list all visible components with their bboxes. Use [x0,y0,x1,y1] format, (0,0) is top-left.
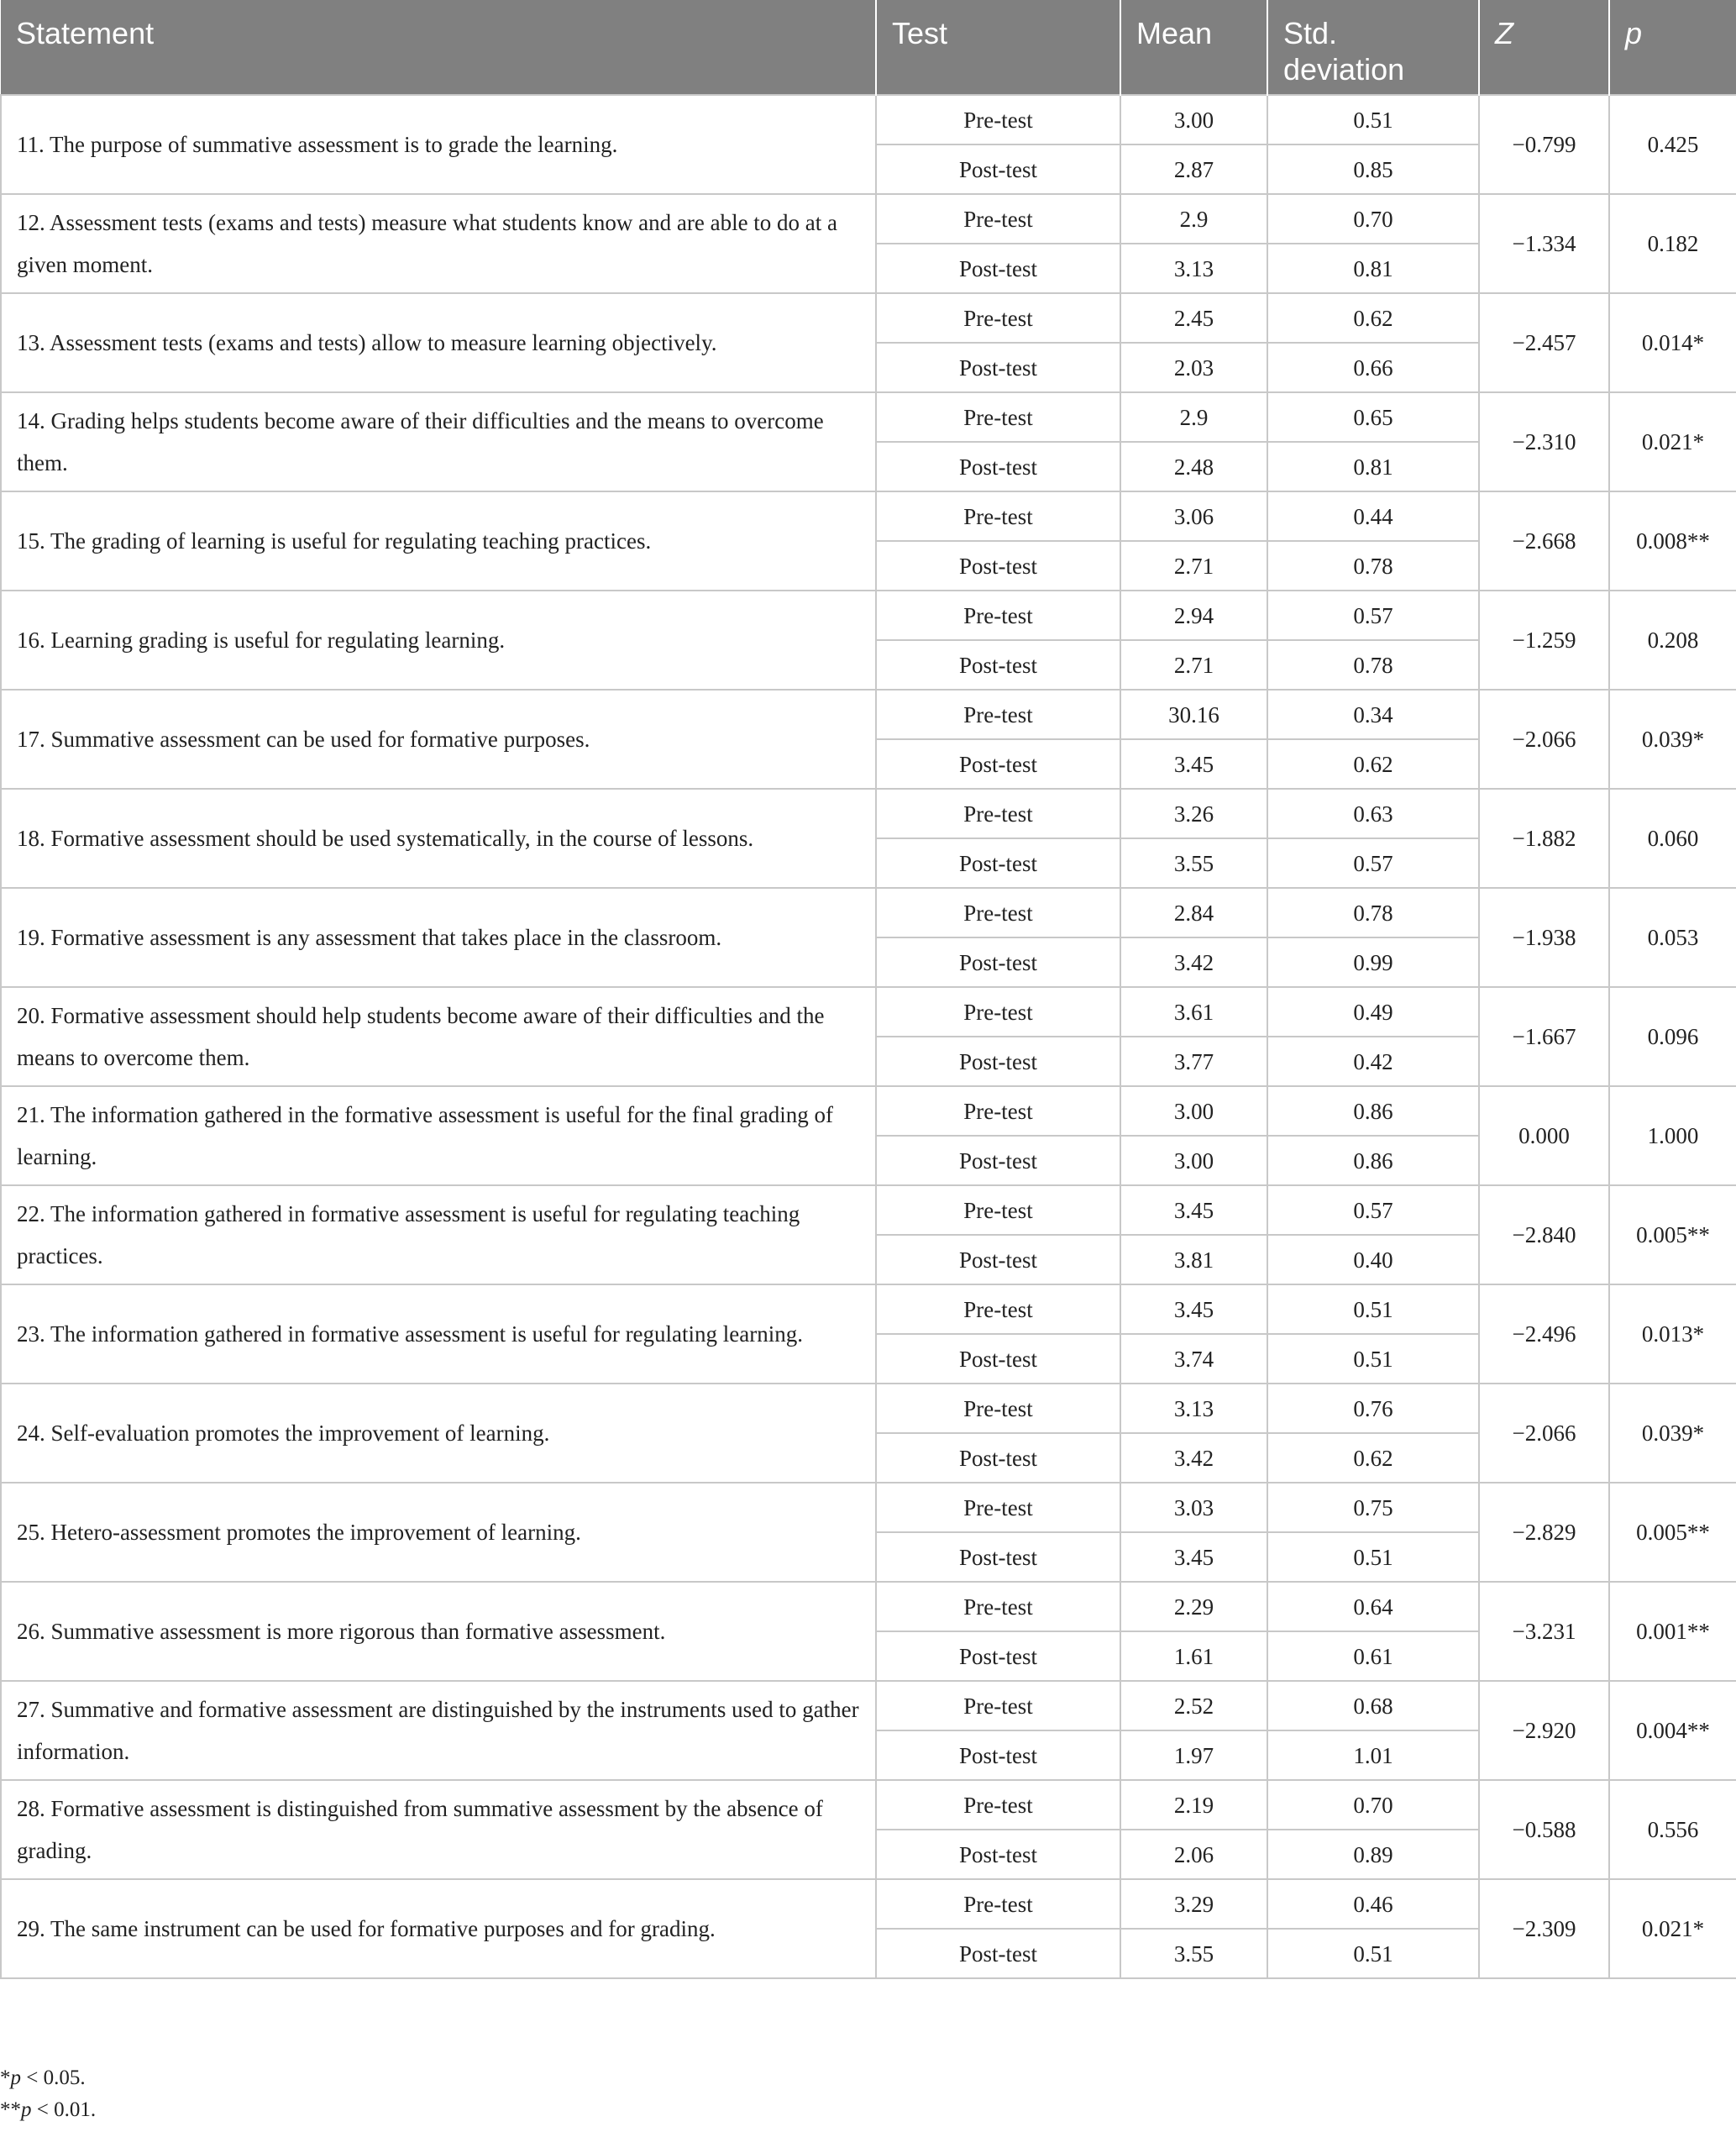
z-cell: −2.668 [1479,491,1609,591]
mean-cell: 3.42 [1120,1433,1267,1483]
header-std-deviation: Std. deviation [1267,0,1479,95]
table-header [1,0,1736,95]
test-label-cell: Pre-test [876,1384,1120,1433]
p-cell: 0.425 [1609,95,1736,194]
test-label-cell: Post-test [876,442,1120,491]
mean-cell: 3.06 [1120,491,1267,541]
test-label-cell: Post-test [876,937,1120,987]
statement-cell: 24. Self-evaluation promotes the improvement of learning. [1,1384,876,1483]
std-deviation-cell: 0.51 [1267,1532,1479,1582]
statement-cell: 19. Formative assessment is any assessment that takes place in the classroom. [1,888,876,987]
test-label-cell: Post-test [876,1532,1120,1582]
mean-cell: 2.45 [1120,293,1267,343]
statement-cell: 26. Summative assessment is more rigorous than formative assessment. [1,1582,876,1681]
table-row-pre [1,1284,1736,1334]
std-deviation-cell: 0.89 [1267,1830,1479,1879]
mean-cell: 2.29 [1120,1582,1267,1631]
std-deviation-cell: 0.57 [1267,838,1479,888]
header-row [1,0,1736,95]
test-label-cell: Post-test [876,1334,1120,1384]
statement-cell: 22. The information gathered in formative assessment is useful for regulating teaching practices. [1,1185,876,1284]
z-cell: −3.231 [1479,1582,1609,1681]
test-label-cell: Post-test [876,1631,1120,1681]
z-cell: −1.667 [1479,987,1609,1086]
std-deviation-cell: 0.51 [1267,95,1479,144]
p-cell: 0.208 [1609,591,1736,690]
std-deviation-cell: 0.42 [1267,1037,1479,1086]
std-deviation-cell: 1.01 [1267,1730,1479,1780]
statement-cell: 23. The information gathered in formative assessment is useful for regulating learning. [1,1284,876,1384]
test-label-cell: Pre-test [876,1483,1120,1532]
test-label-cell: Post-test [876,1433,1120,1483]
table-row-pre [1,690,1736,739]
mean-cell: 3.74 [1120,1334,1267,1384]
mean-cell: 3.13 [1120,1384,1267,1433]
test-label-cell: Pre-test [876,1681,1120,1730]
z-cell: −2.310 [1479,392,1609,491]
std-deviation-cell: 0.46 [1267,1879,1479,1929]
statement-cell: 11. The purpose of summative assessment is to grade the learning. [1,95,876,194]
table-row-pre [1,95,1736,144]
p-cell: 0.004** [1609,1681,1736,1780]
p-cell: 0.021* [1609,392,1736,491]
table-row-pre [1,1483,1736,1532]
std-deviation-cell: 0.70 [1267,194,1479,244]
statement-cell: 20. Formative assessment should help students become aware of their difficulties and the means to overcome them. [1,987,876,1086]
std-deviation-cell: 0.63 [1267,789,1479,838]
p-cell: 0.182 [1609,194,1736,293]
mean-cell: 3.26 [1120,789,1267,838]
std-deviation-cell: 0.81 [1267,244,1479,293]
test-label-cell: Post-test [876,1235,1120,1284]
z-cell: −0.799 [1479,95,1609,194]
table-row-pre [1,591,1736,640]
mean-cell: 3.77 [1120,1037,1267,1086]
test-label-cell: Post-test [876,244,1120,293]
std-deviation-cell: 0.34 [1267,690,1479,739]
mean-cell: 2.52 [1120,1681,1267,1730]
table-row-pre [1,888,1736,937]
z-cell: −2.066 [1479,1384,1609,1483]
z-cell: −2.066 [1479,690,1609,789]
mean-cell: 2.87 [1120,144,1267,194]
z-cell: −2.920 [1479,1681,1609,1780]
z-cell: −1.334 [1479,194,1609,293]
p-cell: 0.005** [1609,1483,1736,1582]
test-label-cell: Pre-test [876,392,1120,442]
statement-cell: 27. Summative and formative assessment are distinguished by the instruments used to gather information. [1,1681,876,1780]
mean-cell: 3.81 [1120,1235,1267,1284]
test-label-cell: Pre-test [876,1284,1120,1334]
std-deviation-cell: 0.75 [1267,1483,1479,1532]
header-z: Z [1479,0,1609,95]
statement-cell: 21. The information gathered in the formative assessment is useful for the final grading of learning. [1,1086,876,1185]
p-cell: 1.000 [1609,1086,1736,1185]
std-deviation-cell: 0.51 [1267,1284,1479,1334]
std-deviation-cell: 0.99 [1267,937,1479,987]
test-label-cell: Pre-test [876,690,1120,739]
p-cell: 0.013* [1609,1284,1736,1384]
statement-cell: 29. The same instrument can be used for formative purposes and for grading. [1,1879,876,1978]
test-label-cell: Post-test [876,838,1120,888]
p-cell: 0.096 [1609,987,1736,1086]
header-mean: Mean [1120,0,1267,95]
mean-cell: 30.16 [1120,690,1267,739]
p-cell: 0.005** [1609,1185,1736,1284]
mean-cell: 2.03 [1120,343,1267,392]
mean-cell: 3.61 [1120,987,1267,1037]
test-label-cell: Pre-test [876,987,1120,1037]
std-deviation-cell: 0.44 [1267,491,1479,541]
mean-cell: 3.00 [1120,1086,1267,1136]
mean-cell: 2.19 [1120,1780,1267,1830]
table-row-pre [1,1185,1736,1235]
table-row-pre [1,1879,1736,1929]
std-deviation-cell: 0.81 [1267,442,1479,491]
statement-cell: 17. Summative assessment can be used for formative purposes. [1,690,876,789]
table-row-pre [1,1384,1736,1433]
std-deviation-cell: 0.62 [1267,1433,1479,1483]
test-label-cell: Post-test [876,1929,1120,1978]
std-deviation-cell: 0.85 [1267,144,1479,194]
test-label-cell: Pre-test [876,293,1120,343]
z-cell: −0.588 [1479,1780,1609,1879]
std-deviation-cell: 0.64 [1267,1582,1479,1631]
p-cell: 0.021* [1609,1879,1736,1978]
mean-cell: 2.9 [1120,194,1267,244]
footnote-p-001: **p < 0.01. [0,2098,97,2121]
test-label-cell: Pre-test [876,1086,1120,1136]
test-label-cell: Post-test [876,1037,1120,1086]
statement-cell: 12. Assessment tests (exams and tests) measure what students know and are able to do at a given moment. [1,194,876,293]
std-deviation-cell: 0.76 [1267,1384,1479,1433]
z-cell: −2.457 [1479,293,1609,392]
test-label-cell: Post-test [876,1730,1120,1780]
test-label-cell: Pre-test [876,1582,1120,1631]
mean-cell: 2.71 [1120,541,1267,591]
p-cell: 0.053 [1609,888,1736,987]
table-row-pre [1,293,1736,343]
z-cell: −2.840 [1479,1185,1609,1284]
std-deviation-cell: 0.65 [1267,392,1479,442]
mean-cell: 2.71 [1120,640,1267,690]
std-deviation-cell: 0.78 [1267,640,1479,690]
std-deviation-cell: 0.68 [1267,1681,1479,1730]
mean-cell: 3.29 [1120,1879,1267,1929]
std-deviation-cell: 0.66 [1267,343,1479,392]
statement-cell: 15. The grading of learning is useful for regulating teaching practices. [1,491,876,591]
statement-cell: 18. Formative assessment should be used systematically, in the course of lessons. [1,789,876,888]
table-row-pre [1,1086,1736,1136]
mean-cell: 2.84 [1120,888,1267,937]
std-deviation-cell: 0.70 [1267,1780,1479,1830]
test-label-cell: Pre-test [876,1780,1120,1830]
std-deviation-cell: 0.62 [1267,293,1479,343]
mean-cell: 3.45 [1120,739,1267,789]
header-statement: Statement [1,0,876,95]
mean-cell: 2.06 [1120,1830,1267,1879]
statement-cell: 25. Hetero-assessment promotes the improvement of learning. [1,1483,876,1582]
mean-cell: 2.48 [1120,442,1267,491]
std-deviation-cell: 0.78 [1267,541,1479,591]
std-deviation-cell: 0.51 [1267,1929,1479,1978]
test-label-cell: Pre-test [876,1879,1120,1929]
std-deviation-cell: 0.57 [1267,1185,1479,1235]
test-label-cell: Pre-test [876,789,1120,838]
test-label-cell: Post-test [876,640,1120,690]
statement-cell: 13. Assessment tests (exams and tests) allow to measure learning objectively. [1,293,876,392]
test-label-cell: Post-test [876,1136,1120,1185]
z-cell: −1.259 [1479,591,1609,690]
std-deviation-cell: 0.57 [1267,591,1479,640]
p-cell: 0.039* [1609,1384,1736,1483]
table-row-pre [1,491,1736,541]
test-label-cell: Post-test [876,1830,1120,1879]
mean-cell: 3.55 [1120,838,1267,888]
test-label-cell: Pre-test [876,1185,1120,1235]
std-deviation-cell: 0.86 [1267,1136,1479,1185]
z-cell: 0.000 [1479,1086,1609,1185]
p-cell: 0.039* [1609,690,1736,789]
table-row-pre [1,1780,1736,1830]
table-body [1,95,1736,1978]
z-cell: −1.938 [1479,888,1609,987]
test-label-cell: Post-test [876,144,1120,194]
z-cell: −1.882 [1479,789,1609,888]
std-deviation-cell: 0.62 [1267,739,1479,789]
statement-cell: 16. Learning grading is useful for regulating learning. [1,591,876,690]
test-label-cell: Post-test [876,541,1120,591]
test-label-cell: Pre-test [876,194,1120,244]
mean-cell: 3.13 [1120,244,1267,293]
mean-cell: 3.45 [1120,1185,1267,1235]
table-row-pre [1,1582,1736,1631]
std-deviation-cell: 0.40 [1267,1235,1479,1284]
std-deviation-cell: 0.51 [1267,1334,1479,1384]
mean-cell: 3.03 [1120,1483,1267,1532]
mean-cell: 2.94 [1120,591,1267,640]
z-cell: −2.496 [1479,1284,1609,1384]
header-p: p [1609,0,1736,95]
std-deviation-cell: 0.61 [1267,1631,1479,1681]
test-label-cell: Pre-test [876,95,1120,144]
mean-cell: 1.61 [1120,1631,1267,1681]
p-cell: 0.001** [1609,1582,1736,1681]
mean-cell: 1.97 [1120,1730,1267,1780]
test-label-cell: Post-test [876,739,1120,789]
test-label-cell: Pre-test [876,491,1120,541]
p-cell: 0.014* [1609,293,1736,392]
mean-cell: 3.42 [1120,937,1267,987]
test-label-cell: Pre-test [876,591,1120,640]
table-row-pre [1,194,1736,244]
statement-cell: 28. Formative assessment is distinguished from summative assessment by the absence of grading. [1,1780,876,1879]
table-row-pre [1,987,1736,1037]
footnote-p-005: *p < 0.05. [0,2066,86,2089]
table-footnotes [0,2062,96,2126]
p-cell: 0.008** [1609,491,1736,591]
mean-cell: 3.45 [1120,1284,1267,1334]
p-cell: 0.060 [1609,789,1736,888]
mean-cell: 3.45 [1120,1532,1267,1582]
statement-cell: 14. Grading helps students become aware of their difficulties and the means to overcome them. [1,392,876,491]
std-deviation-cell: 0.86 [1267,1086,1479,1136]
test-label-cell: Post-test [876,343,1120,392]
mean-cell: 3.00 [1120,1136,1267,1185]
table-row-pre [1,789,1736,838]
z-cell: −2.309 [1479,1879,1609,1978]
mean-cell: 3.55 [1120,1929,1267,1978]
std-deviation-cell: 0.78 [1267,888,1479,937]
z-cell: −2.829 [1479,1483,1609,1582]
table-row-pre [1,1681,1736,1730]
std-deviation-cell: 0.49 [1267,987,1479,1037]
mean-cell: 2.9 [1120,392,1267,442]
test-label-cell: Pre-test [876,888,1120,937]
mean-cell: 3.00 [1120,95,1267,144]
table-row-pre [1,392,1736,442]
header-test: Test [876,0,1120,95]
p-cell: 0.556 [1609,1780,1736,1879]
